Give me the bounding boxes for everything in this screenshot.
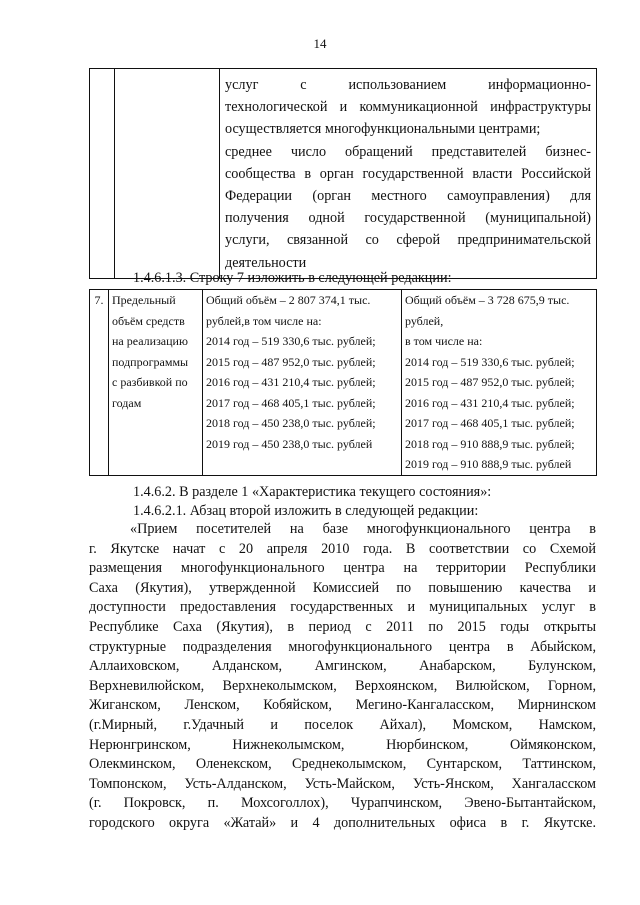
- continuation-line: технологической и коммуникационной инфраструктуры: [225, 99, 591, 116]
- continuation-line: осуществляется многофункциональными центрами;: [225, 121, 541, 138]
- body-line: городского округа «Жатай» и 4 дополнительных офиса в г. Якутске.: [89, 814, 596, 831]
- body-line: Верхневилюйском, Верхнеколымском, Верхоянском, Вилюйском, Горном,: [89, 677, 596, 694]
- row7-new-line: в том числе на:: [405, 334, 483, 348]
- row7-new-line: 2016 год – 431 210,4 тыс. рублей;: [405, 395, 575, 410]
- body-line: структурные подразделения многофункционального центра в Абыйском,: [89, 638, 596, 655]
- section-heading-1-4-6-2: 1.4.6.2. В разделе 1 «Характеристика текущего состояния»:: [133, 484, 492, 500]
- body-line: Жиганском, Ленском, Кобяйском, Мегино-Кангаласском, Мирнинском: [89, 697, 596, 714]
- row7-new-line: Общий объём – 3 728 675,9 тыс.: [405, 293, 570, 307]
- continuation-table: [89, 68, 597, 279]
- row7-name-cell: [109, 290, 203, 476]
- row7-old-line: Общий объём – 2 807 374,1 тыс.: [206, 293, 371, 307]
- continuation-line: среднее число обращений представителей бизнес-: [225, 143, 591, 160]
- row7-old-line: 2019 год – 450 238,0 тыс. рублей: [206, 436, 373, 451]
- continuation-line: получения одной государственной (муниципальной): [225, 210, 591, 227]
- body-line: «Прием посетителей на базе многофункционального центра в: [130, 521, 596, 537]
- body-line: Аллаиховском, Алданском, Амгинском, Анабарском, Булунском,: [89, 658, 596, 675]
- body-line: Саха (Якутия), утвержденной Комиссией по повышению качества и: [89, 579, 596, 596]
- row7-name-line: с разбивкой по: [112, 375, 188, 389]
- row7-name-line: Предельный: [112, 293, 176, 307]
- row7-old-line: рублей,в том числе на:: [206, 313, 322, 328]
- continuation-line: Федерации (орган местного самоуправления) для: [225, 187, 591, 204]
- row7-new-line: 2017 год – 468 405,1 тыс. рублей;: [405, 416, 575, 430]
- row7-new-cell: [402, 290, 597, 476]
- row7-new-line: рублей,: [405, 313, 444, 328]
- body-line: размещения многофункционального центра на территории Республики: [89, 560, 596, 577]
- row7-old-line: 2018 год – 450 238,0 тыс. рублей;: [206, 416, 376, 430]
- row7-name-line: годам: [112, 395, 142, 410]
- row7-name-line: объём средств: [112, 313, 185, 328]
- row7-new-line: 2014 год – 519 330,6 тыс. рублей;: [405, 354, 575, 369]
- row7-old-line: 2015 год – 487 952,0 тыс. рублей;: [206, 354, 376, 369]
- page-number: 14: [313, 36, 327, 51]
- body-line: Томпонском, Усть-Алданском, Усть-Майском, Усть-Янском, Хангаласском: [89, 775, 596, 792]
- row7-old-line: 2017 год – 468 405,1 тыс. рублей;: [206, 395, 376, 410]
- row7-new-line: 2018 год – 910 888,9 тыс. рублей;: [405, 436, 575, 451]
- section-heading-1-4-6-2-1: 1.4.6.2.1. Абзац второй изложить в следующей редакции:: [133, 503, 479, 519]
- row7-new-line: 2019 год – 910 888,9 тыс. рублей: [405, 457, 572, 471]
- body-line: Республике Саха (Якутия), в период с 2011 по 2015 годы открыты: [89, 618, 596, 635]
- row7-old-line: 2014 год – 519 330,6 тыс. рублей;: [206, 334, 376, 348]
- body-line: (г. Покровск, п. Мохсоголлох), Чурапчинском, Эвено-Бытантайском,: [89, 795, 596, 812]
- continuation-line: сообщества в орган государственной власти Российской: [225, 165, 591, 182]
- row7-table: [89, 289, 597, 476]
- body-line: доступности предоставления государственных и муниципальных услуг в: [89, 599, 596, 616]
- body-line: г. Якутске начат с 20 апреля 2010 года. В соответствии со Схемой: [89, 540, 596, 557]
- row7-new-line: 2015 год – 487 952,0 тыс. рублей;: [405, 375, 575, 389]
- continuation-line: услуги, связанной со сферой предпринимательской: [225, 232, 591, 249]
- body-line: (г.Мирный, г.Удачный и поселок Айхал), Момском, Намском,: [89, 716, 596, 733]
- body-line: Нерюнгринском, Нижнеколымском, Нюрбинском, Оймяконском,: [89, 736, 596, 753]
- continuation-line: услуг с использованием информационно-: [225, 77, 591, 93]
- row7-number: 7.: [90, 290, 109, 476]
- section-heading-1-4-6-1-3: 1.4.6.1.3. Строку 7 изложить в следующей редакции:: [133, 270, 452, 286]
- continuation-line: деятельности: [225, 254, 307, 271]
- continuation-number-cell: [90, 69, 115, 279]
- row7-old-cell: [203, 290, 402, 476]
- body-line: Олекминском, Оленекском, Среднеколымском, Сунтарском, Таттинском,: [89, 756, 596, 773]
- body-paragraph: [89, 520, 596, 834]
- continuation-text-cell: [220, 69, 597, 279]
- continuation-name-cell: [115, 69, 220, 279]
- row7-name-line: подпрограммы: [112, 354, 189, 369]
- row7-name-line: на реализацию: [112, 334, 188, 348]
- row7-old-line: 2016 год – 431 210,4 тыс. рублей;: [206, 375, 376, 389]
